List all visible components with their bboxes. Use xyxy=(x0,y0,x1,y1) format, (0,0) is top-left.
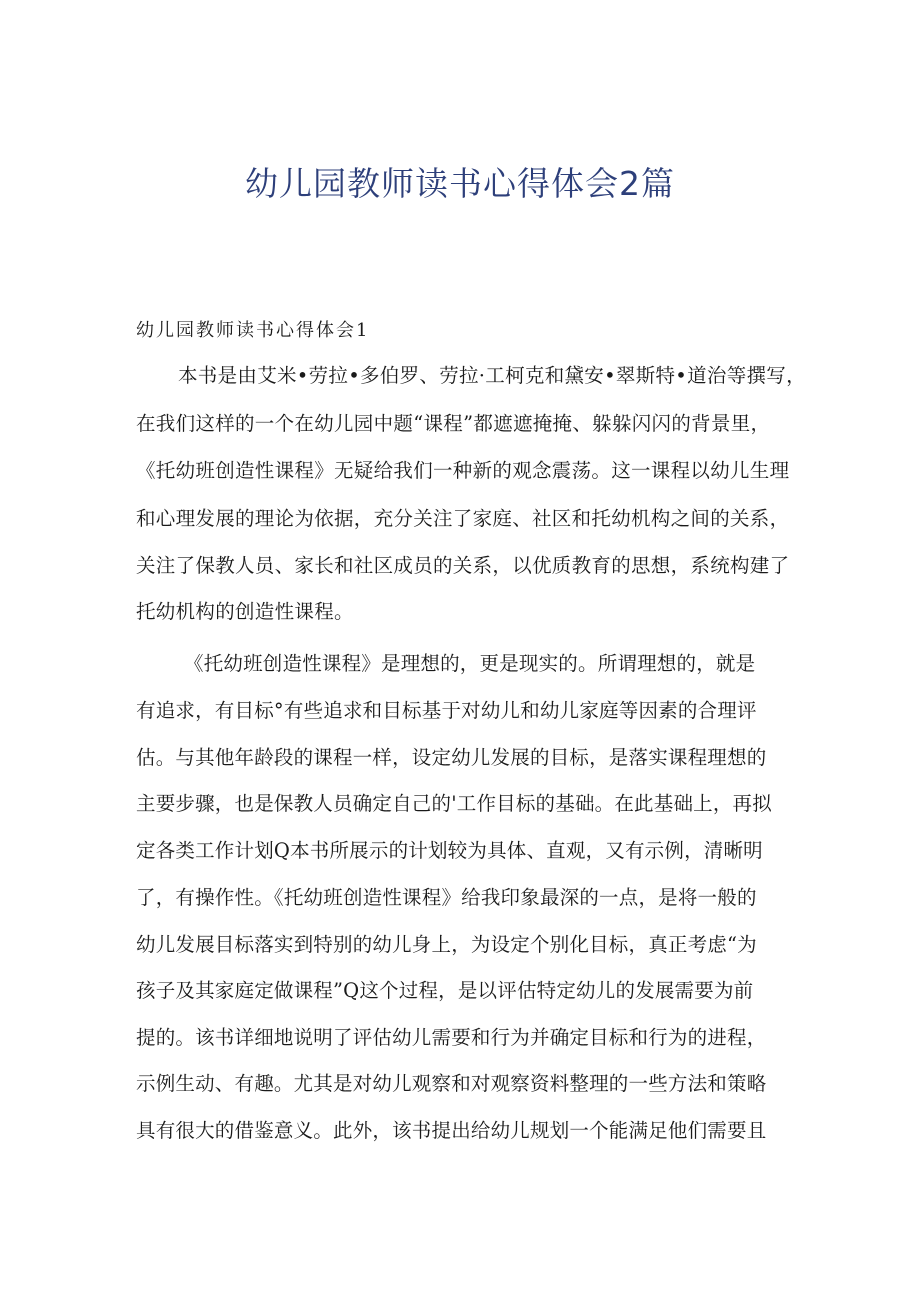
paragraph-line: 本书是由艾米•劳拉•多伯罗、劳拉·工柯克和黛安•翠斯特•道治等撰写， xyxy=(178,364,806,387)
section-heading: 幼儿园教师读书心得体会1 xyxy=(136,320,370,341)
paragraph-line: 《托幼班创造性课程》无疑给我们一种新的观念震荡。这一课程以幼儿生理 xyxy=(136,459,790,482)
paragraph-line: 和心理发展的理论为依据，充分关注了家庭、社区和托幼机构之间的关系， xyxy=(136,507,790,530)
paragraph-line: 主要步骤，也是保教人员确定自己的'工作目标的基础。在此基础上，再拟 xyxy=(136,792,772,815)
paragraph-line: 在我们这样的一个在幼儿园中题“课程”都遮遮掩掩、躲躲闪闪的背景里， xyxy=(136,412,771,435)
document-title: 幼儿园教师读书心得体会2篇 xyxy=(245,164,675,203)
paragraph-line: 托幼机构的创造性课程。 xyxy=(136,600,354,623)
paragraph-line: 《托幼班创造性课程》是理想的，更是现实的。所谓理想的，就是 xyxy=(184,652,756,675)
paragraph-line: 有追求，有目标°有些追求和目标基于对幼儿和幼儿家庭等因素的合理评 xyxy=(136,699,757,722)
paragraph-line: 具有很大的借鉴意义。此外，该书提出给幼儿规划一个能满足他们需要且 xyxy=(136,1119,767,1142)
paragraph-line: 提的。该书详细地说明了评估幼儿需要和行为并确定目标和行为的进程， xyxy=(136,1026,767,1049)
paragraph-line: 估。与其他年龄段的课程一样，设定幼儿发展的目标，是落实课程理想的 xyxy=(136,746,767,769)
paragraph-line: 示例生动、有趣。尤其是对幼儿观察和对观察资料整理的一些方法和策略 xyxy=(136,1072,767,1095)
paragraph-line: 关注了保教人员、家长和社区成员的关系，以优质教育的思想，系统构建了 xyxy=(136,554,790,577)
paragraph-line: 幼儿发展目标落实到特别的幼儿身上，为设定个别化目标，真正考虑“为 xyxy=(136,933,757,956)
paragraph-line: 定各类工作计划Q本书所展示的计划较为具体、直观，又有示例，清晰明 xyxy=(136,839,763,862)
paragraph-line: 孩子及其家庭定做课程”Q这个过程，是以评估特定幼儿的发展需要为前 xyxy=(136,979,754,1002)
paragraph-line: 了，有操作性。《托幼班创造性课程》给我印象最深的一点，是将一般的 xyxy=(136,886,757,909)
